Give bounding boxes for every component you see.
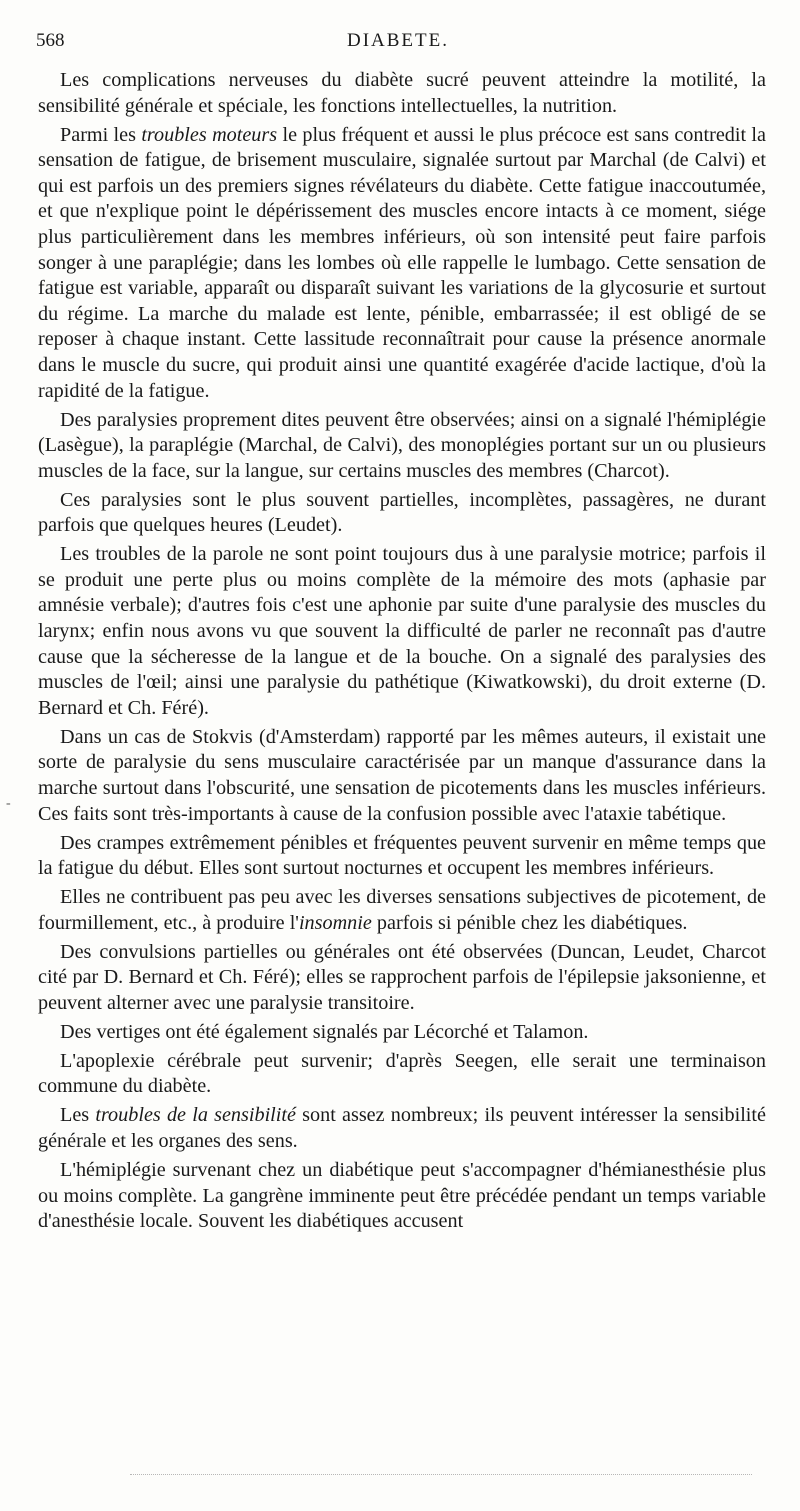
page-number: 568: [36, 30, 65, 51]
paragraph-crampes: Des crampes extrêmement pénibles et fréquentes peuvent survenir en même temps que la fatigue du début. Elles sont surtout nocturnes et occupent les membres inférieurs.: [38, 831, 766, 880]
page-header: [36, 30, 760, 58]
margin-mark: -: [6, 796, 11, 811]
paragraph-insomnie: Elles ne contribuent pas peu avec les diverses sensations subjectives de picotement, de fourmillement, etc., à produire l'insomnie parfois si pénible chez les diabétiques.: [38, 886, 766, 934]
emphasis-troubles-sensibilite: troubles de la sensibilité: [95, 1104, 296, 1127]
paragraph-paralysies: Des paralysies proprement dites peuvent être observées; ainsi on a signalé l'hémiplégie (Lasègue), la paraplégie (Marchal, de Calvi), des monoplégies portant sur un ou plusieurs muscles de la face, sur la langue, sur certains muscles des membres (Charcot).: [38, 408, 766, 482]
paragraph-convulsions: Des convulsions partielles ou générales ont été observées (Duncan, Leudet, Charcot cité par D. Bernard et Ch. Féré); elles se rapprochent parfois de l'épilepsie jaksonienne, et peuvent alterner avec une paralysie transitoire.: [38, 940, 766, 1014]
paragraph-troubles-parole: Les troubles de la parole ne sont point toujours dus à une paralysie motrice; parfois il se produit une perte plus ou moins complète de la mémoire des mots (aphasie par amnésie verbale); d'autres fois c'est une aphonie par suite d'une paralysie des muscles du larynx; enfin nous avons vu que souvent la difficulté de parler ne reconnaît pas d'autre cause que la sécheresse de la langue et de la bouche. On a signalé des paralysies des muscles de l'œil; ainsi une paralysie du pathétique (Kiwatkowski), du droit externe (D. Bernard et Ch. Féré).: [38, 543, 766, 719]
paragraph-troubles-sensibilite: Les troubles de la sensibilité sont assez nombreux; ils peuvent intéresser la sensibilité générale et les organes des sens.: [38, 1104, 766, 1153]
paragraph-complications-intro: Les complications nerveuses du diabète sucré peuvent atteindre la motilité, la sensibilité générale et spéciale, les fonctions intellectuelles, la nutrition.: [38, 69, 766, 117]
paragraph-troubles-moteurs: Parmi les troubles moteurs le plus fréquent et aussi le plus précoce est sans contredit la sensation de fatigue, de brisement musculaire, signalée surtout par Marchal (de Calvi) et qui est parfois un des premiers signes révélateurs du diabète. Cette fatigue inaccoutumée, et que n'explique point le dépérissement des muscles encore intacts à ce moment, siége plus particulièrement dans les membres inférieurs, où son intensité peut faire parfois songer à une paraplégie; dans les lombes où elle rappelle le lumbago. Cette sensation de fatigue est variable, apparaît ou disparaît suivant les variations de la glycosurie et surtout du régime. La marche du malade est lente, pénible, embarrassée; il est obligé de se reposer à chaque instant. Cette lassitude reconnaîtrait pour cause la présence anormale dans le muscle du sucre, qui produit ainsi une quantité exagérée d'acide lactique, d'où la rapidité de la fatigue.: [38, 123, 766, 402]
paragraph-vertiges: Des vertiges ont été également signalés par Lécorché et Talamon.: [60, 1020, 589, 1043]
running-title: DIABETE.: [346, 30, 449, 51]
paragraph-paralysies-partielles: Ces paralysies sont le plus souvent partielles, incomplètes, passagères, ne durant parfois que quelques heures (Leudet).: [38, 488, 766, 537]
paragraph-hemiplegie: L'hémiplégie survenant chez un diabétique peut s'accompagner d'hémianesthésie plus ou moins complète. La gangrène imminente peut être précédée pendant un temps variable d'anesthésie locale. Souvent les diabétiques accusent: [38, 1159, 766, 1233]
footer-rule: [130, 1474, 752, 1475]
emphasis-troubles-moteurs: troubles moteurs: [141, 123, 278, 146]
paragraph-stokvis: Dans un cas de Stokvis (d'Amsterdam) rapporté par les mêmes auteurs, il existait une sorte de paralysie du sens musculaire caractérisée par un manque d'assurance dans la marche surtout dans l'obscurité, une sensation de picotements dans les muscles inférieurs. Ces faits sont très-importants à cause de la confusion possible avec l'ataxie tabétique.: [38, 725, 766, 825]
body-text: [38, 68, 766, 1238]
emphasis-insomnie: insomnie: [298, 911, 372, 934]
paragraph-apoplexie: L'apoplexie cérébrale peut survenir; d'après Seegen, elle serait une terminaison commune du diabète.: [38, 1049, 766, 1098]
